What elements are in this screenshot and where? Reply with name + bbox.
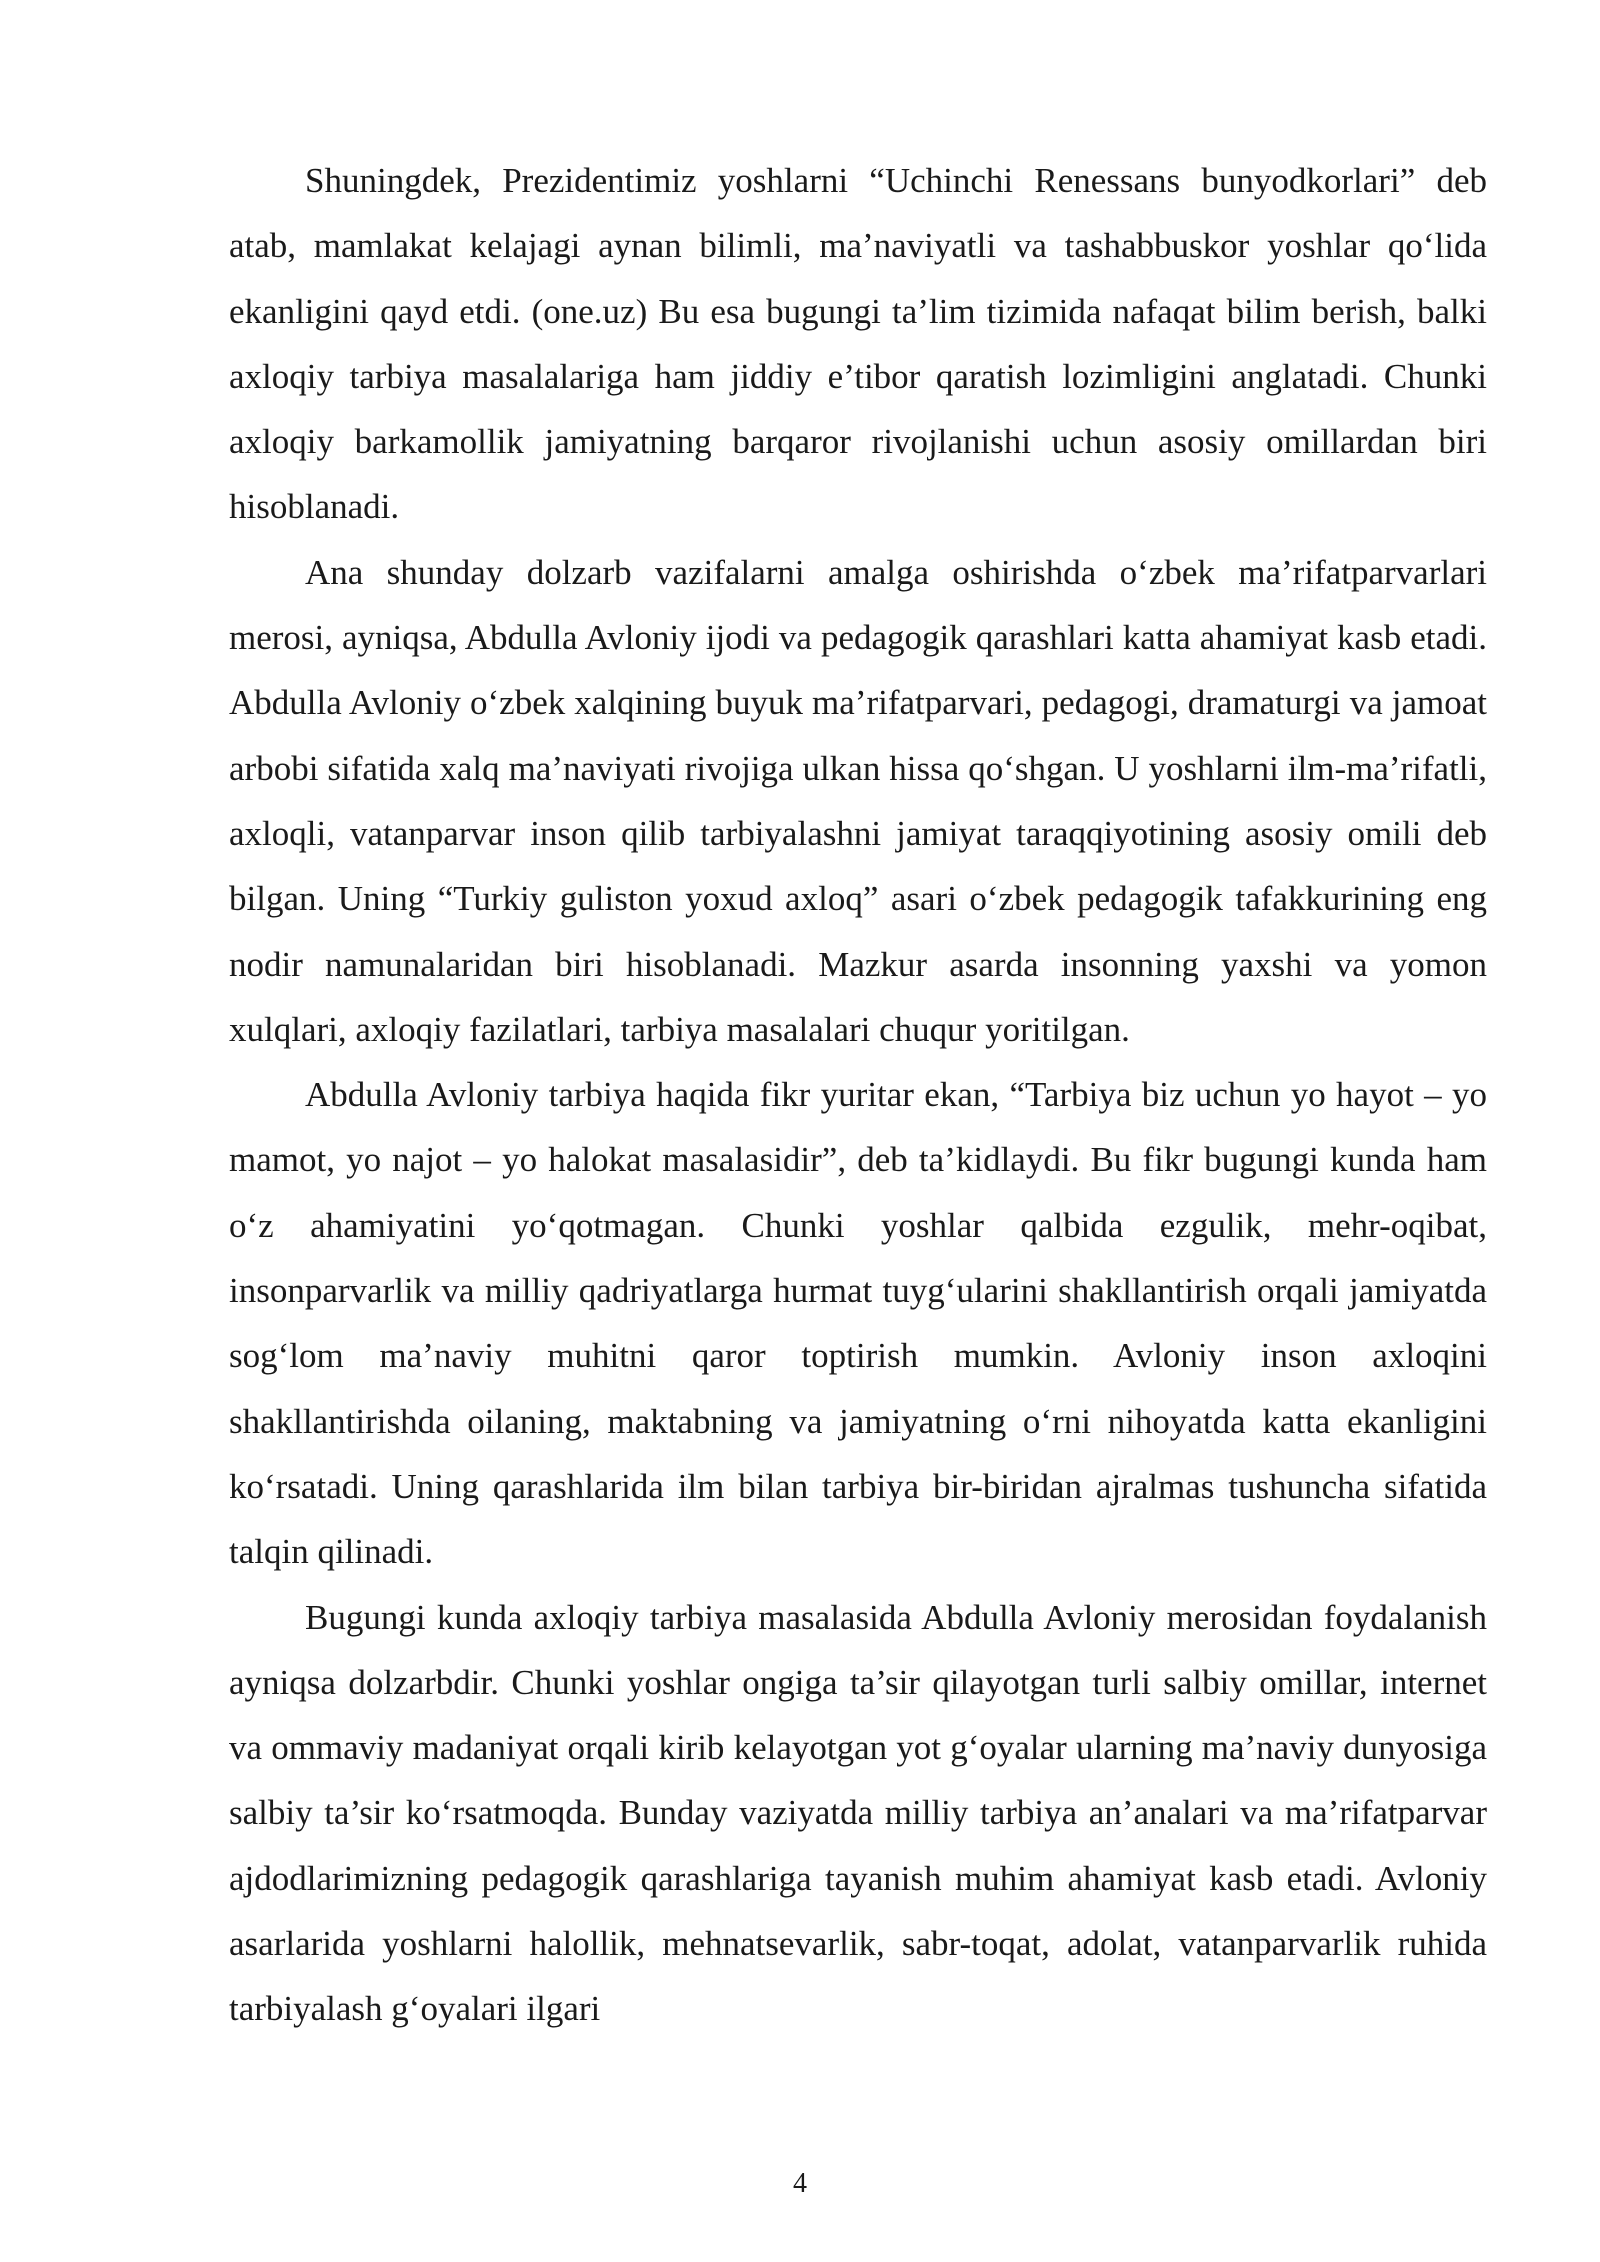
paragraph-2: Ana shunday dolzarb vazifalarni amalga oshirishda o‘zbek ma’rifatparvarlari merosi, ayniqsa, Abdulla Avloniy ijodi va pedagogik qarashlari katta ahamiyat kasb etadi. Abdulla Avloniy o‘zbek xalqining buyuk ma’rifatparvari, pedagogi, dramaturgi va jamoat arbobi sifatida xalq ma’naviyati rivojiga ulkan hissa qo‘shgan. U yoshlarni ilm-ma’rifatli, axloqli, vatanparvar inson qilib tarbiyalashni jamiyat taraqqiyotining asosiy omili deb bilgan. Uning “Turkiy guliston yoxud axloq” asari o‘zbek pedagogik tafakkurining eng nodir namunalaridan biri hisoblanadi. Mazkur asarda insonning yaxshi va yomon xulqlari, axloqiy fazilatlari, tarbiya masalalari chuqur yoritilgan.: [229, 552, 1487, 1049]
page-number: 4: [793, 2168, 807, 2199]
paragraph-1: Shuningdek, Prezidentimiz yoshlarni “Uchinchi Renessans bunyodkorlari” deb atab, mamlakat kelajagi aynan bilimli, ma’naviyatli va tashabbuskor yoshlar qo‘lida ekanligini qayd etdi. (one.uz) Bu esa bugungi ta’lim tizimida nafaqat bilim berish, balki axloqiy tarbiya masalalariga ham jiddiy e’tibor qaratish lozimligini anglatadi. Chunki axloqiy barkamollik jamiyatning barqaror rivojlanishi uchun asosiy omillardan biri hisoblanadi.: [229, 161, 1487, 527]
paragraph-3: Abdulla Avloniy tarbiya haqida fikr yuritar ekan, “Tarbiya biz uchun yo hayot – yo mamot, yo najot – yo halokat masalasidir”, deb ta’kidlaydi. Bu fikr bugungi kunda ham o‘z ahamiyatini yo‘qotmagan. Chunki yoshlar qalbida ezgulik, mehr-oqibat, insonparvarlik va milliy qadriyatlarga hurmat tuyg‘ularini shakllantirish orqali jamiyatda sog‘lom ma’naviy muhitni qaror toptirish mumkin. Avloniy inson axloqini shakllantirishda oilaning, maktabning va jamiyatning o‘rni nihoyatda katta ekanligini ko‘rsatadi. Uning qarashlarida ilm bilan tarbiya bir-biridan ajralmas tushuncha sifatida talqin qilinadi.: [229, 1075, 1487, 1572]
document-body: [229, 148, 1487, 2042]
paragraph-4: Bugungi kunda axloqiy tarbiya masalasida Abdulla Avloniy merosidan foydalanish ayniqsa dolzarbdir. Chunki yoshlar ongiga ta’sir qilayotgan turli salbiy omillar, internet va ommaviy madaniyat orqali kirib kelayotgan yot g‘oyalar ularning ma’naviy dunyosiga salbiy ta’sir ko‘rsatmoqda. Bunday vaziyatda milliy tarbiya an’analari va ma’rifatparvar ajdodlarimizning pedagogik qarashlariga tayanish muhim ahamiyat kasb etadi. Avloniy asarlarida yoshlarni halollik, mehnatsevarlik, sabr-toqat, adolat, vatanparvarlik ruhida tarbiyalash g‘oyalari ilgari: [229, 1597, 1487, 2029]
